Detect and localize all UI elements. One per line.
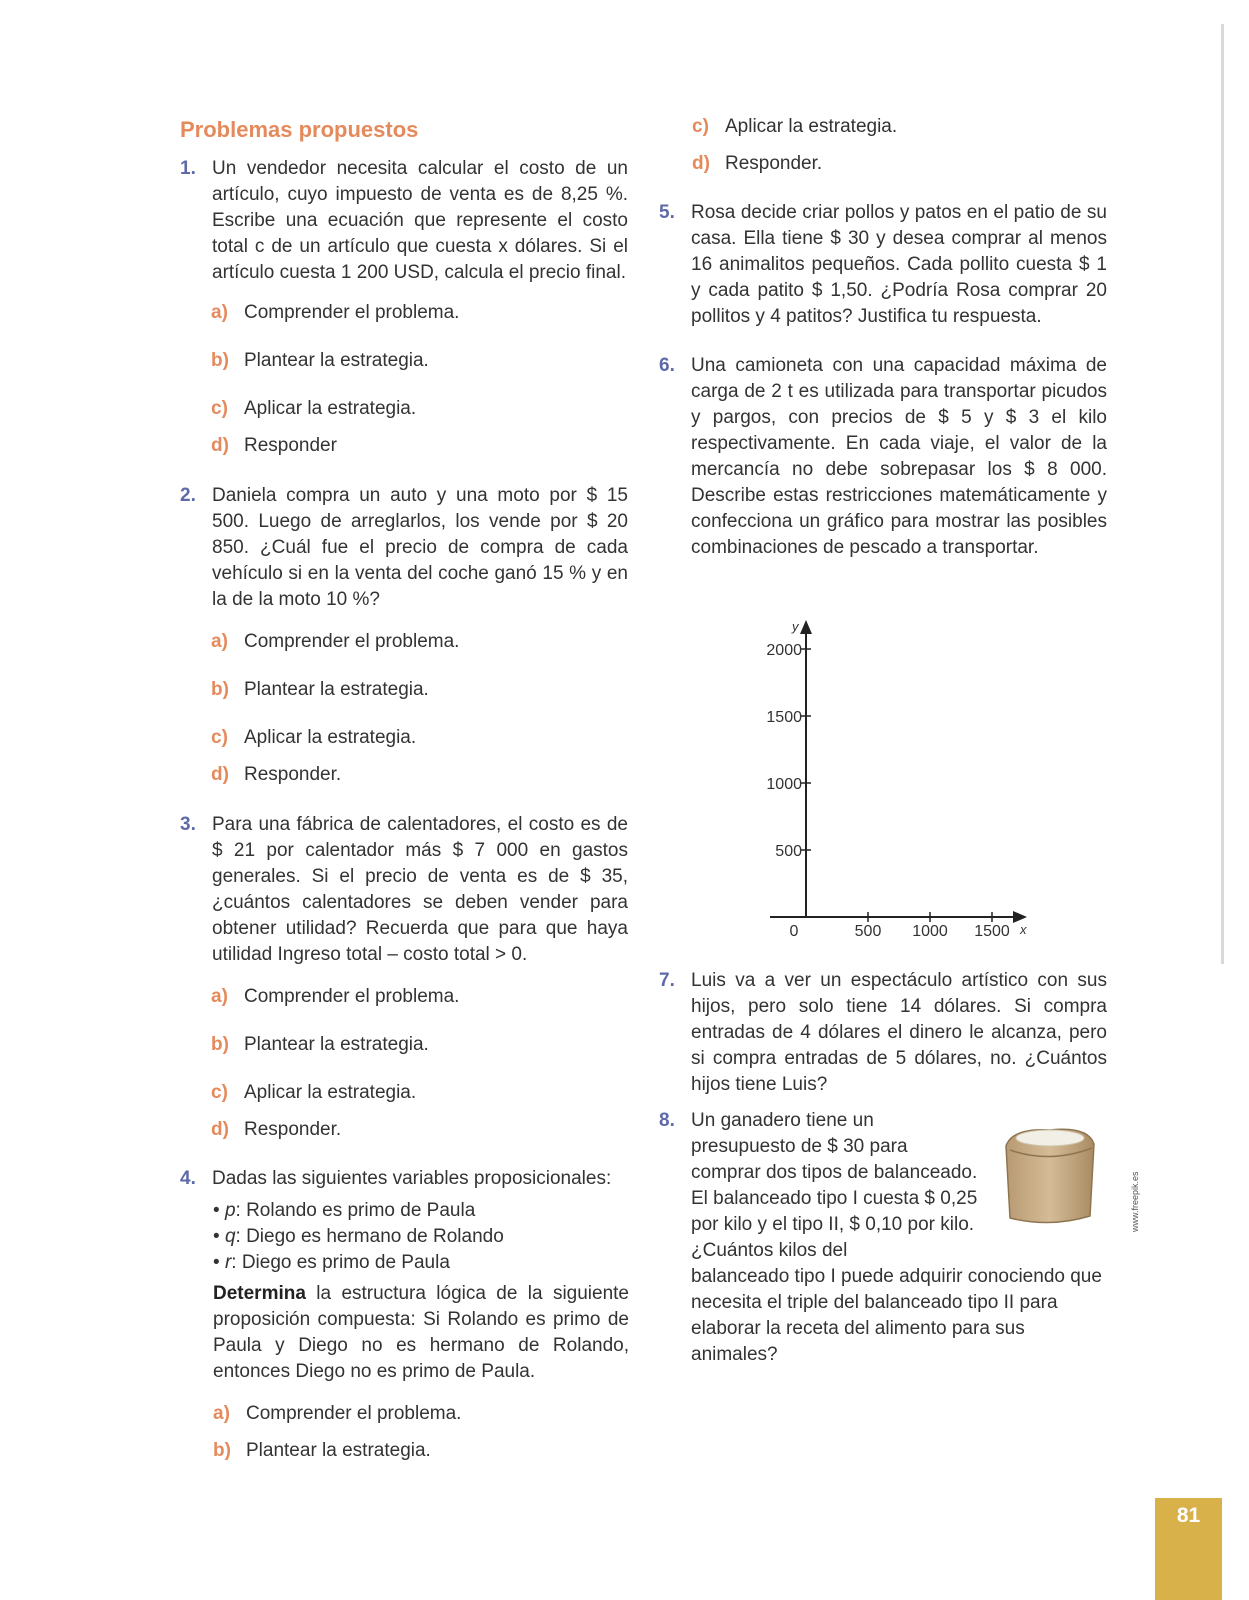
step-label: Aplicar la estrategia. bbox=[244, 1082, 417, 1103]
step-letter: a) bbox=[211, 302, 228, 323]
step-letter: c) bbox=[211, 398, 228, 419]
x-tick-label: 0 bbox=[789, 923, 799, 940]
problem-text: Luis va a ver un espectáculo artístico con sus hijos, pero solo tiene 14 dólares. Si compra entradas de 4 dólares el dinero le alcanza, pero si compra entradas de 5 dólares, no. ¿Cuántos hijos tiene Luis? bbox=[691, 970, 1107, 1095]
variable-item: • q: Diego es hermano de Rolando bbox=[213, 1226, 504, 1247]
step-label: Responder. bbox=[244, 764, 342, 785]
step-label: Comprender el problema. bbox=[244, 986, 460, 1007]
problem-number: 7. bbox=[659, 970, 675, 991]
step-letter: c) bbox=[211, 1082, 228, 1103]
y-tick-label: 1000 bbox=[766, 776, 802, 793]
x-axis-label: x bbox=[1020, 922, 1027, 937]
image-credit: www.freepik.es bbox=[1130, 1171, 1140, 1232]
y-tick-label: 2000 bbox=[766, 642, 802, 659]
step-letter: d) bbox=[211, 764, 229, 785]
problem-number: 1. bbox=[180, 158, 196, 179]
problem-4-instruction bbox=[213, 1281, 629, 1385]
problem-text: Un vendedor necesita calcular el costo de un artículo, cuyo impuesto de venta es de 8,25 %. Escribe una ecuación que represente el costo total c de un artículo que cuesta x dólares. Si el artículo cuesta 1 200 USD, calcula el precio final. bbox=[212, 158, 628, 283]
step-c bbox=[211, 396, 416, 422]
step-d bbox=[211, 1117, 341, 1143]
problem-5 bbox=[659, 200, 1107, 330]
problem-text: Para una fábrica de calentadores, el costo es de $ 21 por calentador más $ 7 000 en gastos generales. Si el precio de venta es de $ 35, ¿cuántos calentadores se deben vender para obtener utilidad? Recuerda que para que haya utilidad Ingreso total – costo total > 0. bbox=[212, 814, 628, 965]
step-label: Plantear la estrategia. bbox=[246, 1440, 431, 1461]
x-tick-label: 1000 bbox=[912, 923, 948, 940]
section-title: Problemas propuestos bbox=[180, 117, 419, 142]
problem-number: 5. bbox=[659, 202, 675, 223]
problem-2 bbox=[180, 483, 628, 613]
problem-number: 3. bbox=[180, 814, 196, 835]
step-c bbox=[211, 1080, 416, 1106]
step-letter: a) bbox=[211, 986, 228, 1007]
variable-text: : Diego es primo de Paula bbox=[231, 1252, 450, 1273]
step-label: Plantear la estrategia. bbox=[244, 1034, 429, 1055]
problem-number: 8. bbox=[659, 1110, 675, 1131]
step-d bbox=[211, 433, 337, 459]
x-tick-label: 1500 bbox=[974, 923, 1010, 940]
problem-1 bbox=[180, 156, 628, 286]
step-c bbox=[692, 114, 897, 140]
problem-text: Dadas las siguientes variables proposicionales: bbox=[212, 1168, 612, 1189]
problem-6 bbox=[659, 353, 1107, 561]
step-letter: a) bbox=[211, 631, 228, 652]
step-c bbox=[211, 725, 416, 751]
step-b bbox=[211, 677, 429, 703]
problem-7 bbox=[659, 968, 1107, 1098]
variable-symbol: p bbox=[224, 1200, 236, 1221]
problem-text: Daniela compra un auto y una moto por $ 15 500. Luego de arreglarlos, los vende por $ 20 850. ¿Cuál fue el precio de compra de cada vehículo si en la venta del coche ganó 15 % y en la de la moto 10 %? bbox=[212, 485, 628, 610]
step-b bbox=[213, 1438, 431, 1464]
step-letter: b) bbox=[211, 1034, 229, 1055]
y-tick-label: 500 bbox=[775, 843, 802, 860]
problem-number: 2. bbox=[180, 485, 196, 506]
step-letter: d) bbox=[692, 153, 710, 174]
problem-text: Rosa decide criar pollos y patos en el patio de su casa. Ella tiene $ 30 y desea comprar al menos 16 animalitos pequeños. Cada pollito cuesta $ 1 y cada patito $ 1,50. ¿Podría Rosa comprar 20 pollitos y 4 patitos? Justifica tu respuesta. bbox=[691, 202, 1107, 327]
variable-symbol: r bbox=[224, 1252, 232, 1273]
x-tick-label: 500 bbox=[854, 923, 882, 940]
variable-item: • r: Diego es primo de Paula bbox=[213, 1252, 450, 1273]
problem-text-wide: balanceado tipo I puede adquirir conociendo que necesita el triple del balanceado tipo II para elaborar la receta del alimento para sus animales? bbox=[691, 1266, 1102, 1365]
step-label: Comprender el problema. bbox=[244, 631, 460, 652]
step-letter: d) bbox=[211, 435, 229, 456]
step-label: Aplicar la estrategia. bbox=[244, 727, 417, 748]
step-label: Responder bbox=[244, 435, 337, 456]
problem-4 bbox=[180, 1166, 628, 1192]
problem-text: Una camioneta con una capacidad máxima de carga de 2 t es utilizada para transportar picudos y pargos, con precios de $ 5 y $ 3 el kilo respectivamente. En cada viaje, el valor de la mercancía no debe sobrepasar los $ 8 000. Describe estas restricciones matemáticamente y confecciona un gráfico para mostrar las posibles combinaciones de pescado a transportar. bbox=[691, 355, 1107, 558]
step-letter: b) bbox=[213, 1440, 231, 1461]
problem-number: 4. bbox=[180, 1168, 196, 1189]
step-d bbox=[211, 762, 341, 788]
step-letter: c) bbox=[692, 116, 709, 137]
step-letter: b) bbox=[211, 350, 229, 371]
step-a bbox=[211, 300, 459, 326]
axis-ticks bbox=[766, 642, 1009, 940]
y-axis-arrow bbox=[800, 620, 812, 634]
step-b bbox=[211, 348, 429, 374]
step-label: Aplicar la estrategia. bbox=[244, 398, 417, 419]
step-label: Comprender el problema. bbox=[246, 1403, 462, 1424]
step-a bbox=[211, 984, 459, 1010]
y-axis-label: y bbox=[792, 619, 799, 634]
step-a bbox=[211, 629, 459, 655]
variable-symbol: q bbox=[224, 1226, 236, 1247]
step-b bbox=[211, 1032, 429, 1058]
step-label: Plantear la estrategia. bbox=[244, 350, 429, 371]
page-number: 81 bbox=[1176, 1504, 1201, 1527]
proposition-variables bbox=[213, 1198, 504, 1276]
variable-text: : Rolando es primo de Paula bbox=[235, 1200, 476, 1221]
step-label: Aplicar la estrategia. bbox=[725, 116, 898, 137]
step-label: Responder. bbox=[725, 153, 823, 174]
feed-sack-image bbox=[1000, 1120, 1100, 1230]
blank-axes-chart bbox=[740, 610, 1040, 950]
instruction-text: la estructura lógica de la siguiente proposición compuesta: Si Rolando es primo de Paula y Diego no es hermano de Rolando, entonces Diego no es primo de Paula. bbox=[213, 1283, 629, 1382]
step-letter: d) bbox=[211, 1119, 229, 1140]
problem-number: 6. bbox=[659, 355, 675, 376]
y-tick-label: 1500 bbox=[766, 709, 802, 726]
problem-3 bbox=[180, 812, 628, 968]
step-d bbox=[692, 151, 822, 177]
problem-text-narrow: Un ganadero tiene un presupuesto de $ 30 para comprar dos tipos de balanceado. El balanceado tipo I cuesta $ 0,25 por kilo y el tipo II, $ 0,10 por kilo. ¿Cuántos kilos del bbox=[691, 1110, 978, 1261]
page-edge-rule bbox=[1221, 24, 1224, 964]
step-letter: a) bbox=[213, 1403, 230, 1424]
step-label: Responder. bbox=[244, 1119, 342, 1140]
step-label: Plantear la estrategia. bbox=[244, 679, 429, 700]
step-letter: c) bbox=[211, 727, 228, 748]
step-letter: b) bbox=[211, 679, 229, 700]
step-a bbox=[213, 1401, 461, 1427]
variable-text: : Diego es hermano de Rolando bbox=[235, 1226, 504, 1247]
variable-item: • p: Rolando es primo de Paula bbox=[213, 1200, 476, 1221]
step-label: Comprender el problema. bbox=[244, 302, 460, 323]
instruction-bold: Determina bbox=[213, 1283, 306, 1304]
